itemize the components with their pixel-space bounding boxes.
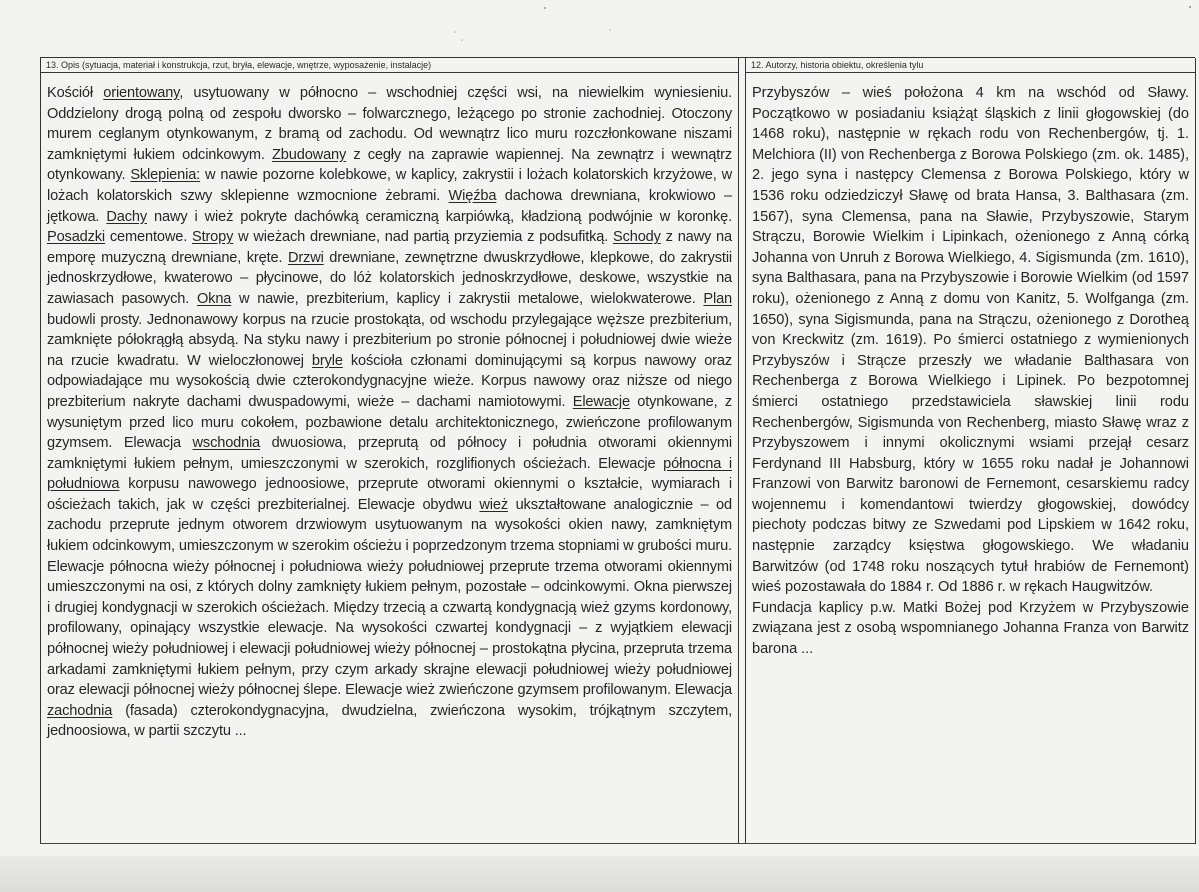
- text-run: w nawie, prezbiterium, kaplicy i zakrystii metalowe, wielokwaterowe.: [231, 290, 704, 307]
- description-column: [40, 58, 739, 844]
- underlined-term: Sklepienia:: [130, 167, 201, 184]
- table-bottom-rule: [40, 843, 1195, 844]
- history-body: [746, 73, 1195, 660]
- underlined-term: wschodnia: [192, 435, 261, 452]
- underlined-term: Okna: [196, 290, 232, 307]
- paragraph: [47, 83, 732, 742]
- text-run: w wieżach drewniane, nad partią przyziemia z podsufitką.: [233, 229, 613, 246]
- text-run: dachowa drewniana, krokwiowo – jętkowa.: [47, 187, 732, 225]
- form-table: [40, 57, 1195, 844]
- scan-noise: [0, 0, 1199, 55]
- text-run: w nawie pozorne kolebkowe, w kaplicy, zakrystii i lożach kolatorskich krzyżowe, w lożach kolatorskich szwy sklepienne wzmocnione żebrami.: [47, 167, 732, 204]
- paragraph: [752, 83, 1189, 598]
- description-body: [41, 73, 738, 742]
- text-run: (fasada) czterokondygnacyjna, dwudzielna, zwieńczona wysokim, trójkątnym szczytem, jednoosiowa, w partii szczytu ...: [47, 702, 732, 740]
- page-bottom-edge: [0, 856, 1199, 892]
- text-run: z nawy na emporę muzyczną drewniane, kręte.: [47, 229, 732, 266]
- underlined-term: Plan: [703, 290, 732, 307]
- underlined-term: Zbudowany: [272, 146, 347, 163]
- underlined-term: wież: [479, 496, 509, 513]
- underlined-term: Drzwi: [287, 249, 324, 266]
- underlined-term: zachodnia: [47, 702, 113, 719]
- text-run: Przybyszów – wieś położona 4 km na wschód od Sławy. Początkowo w posiadaniu książąt śląskich z linii głogowskiej (do 1468 roku), następnie w rękach rodu von Rechenbergów, tj. 1. Melchiora (II) von Rechenberga z Borowa Polskiego (zm. ok. 1485), 2. jego syna i następcy Clemensa z Borowa Polskiego, który w 1536 roku odziedziczył Sławę od brata Hansa, 3. Balthasara (zm. 1567), syna Clemensa, pana na Sławie, Przybyszowie, Starym Strączu, Borowie Wielkim i Lipinkach, ożenionego z Anną córką Johanna von Unruh z Borowa Wielkiego, 4. Sigismunda (zm. 1610), syna Balthasara, pana na Przybyszowie i Borowie Wielkim (od 1597 roku), ożenionego z Anną z domu von Kanitz, 5. Wolfganga (zm. 1650), syna Sigismunda, pana na Strączu, ożenionego z Dorotheą von Kreckwitz (zm. 1619). Po śmierci ostatniego z wymienionych Przybyszów i Strącze przeszły we władanie Balthasara von Rechenberga z Borowa Wielkiego i Lipinek. Po bezpotomnej śmierci ostatniego przedstawiciela sławskiej linii rodu Rechenbergów, Sigismunda von Rechenberg, miasto Sławę wraz z Przybyszowem i innymi okolicznymi wsiami przejął cesarz Ferdynand III Habsburg, który w 1655 roku nadał je Johannowi Franzowi von Barwitz baronowi de Fernemont, cesarskiemu radcy wojennemu i komendantowi twierdzy głogowskiej, dowódcy piechoty podczas bitwy ze Szwedami pod Lipskiem w 1642 roku, następnie zarządcy księstwa głogowskiego. We władaniu Barwitzów (od 1748 roku noszących tytuł hrabiów de Fernemont) wieś pozostawała do 1884 r. Od 1886 r. w rękach Haugwitzów.: [752, 85, 1189, 596]
- text-run: Fundacja kaplicy p.w. Matki Bożej pod Krzyżem w Przybyszowie związana jest z osobą wspomnianego Johanna Franza von Barwitz barona ...: [752, 599, 1189, 658]
- text-run: dwuosiowa, przeprutą od północy i południa otworami okiennymi zamkniętymi łukiem pełnym, umieszczonymi w szerokich, rozglifionych ościeżach. Elewacje: [47, 435, 732, 472]
- history-column: [745, 58, 1196, 844]
- underlined-term: Posadzki: [47, 229, 106, 246]
- text-run: kościoła członami dominującymi są korpus nawowy oraz odpowiadające mu wysokością dwie czterokondygnacyjne wieże. Korpus nawowy oraz niższe od niego prezbiterium nakryte dachami dwuspadowymi, wieże – dachami namiotowymi.: [47, 352, 732, 410]
- underlined-term: Stropy: [191, 229, 234, 246]
- text-run: , usytuowany w północno – wschodniej części wsi, na niewielkim wyniesieniu. Oddzielony drogą polną od zespołu dworsko – folwarcznego, leżącego po stronie zachodniej. Otoczony murem ceglanym otynkowanym, z bramą od zachodu. Od wewnątrz lico muru rozczłonkowane niszami zamkniętymi łukiem odcinkowym.: [47, 85, 732, 163]
- text-run: otynkowane, z wysuniętym przed lico muru cokołem, pozbawione detalu architektonicznego, zwieńczone profilowanym gzymsem. Elewacja: [47, 393, 732, 452]
- text-run: nawy i wież pokryte dachówką ceramiczną karpiówką, kładzioną podwójnie w koronkę.: [147, 208, 732, 225]
- text-run: budowli prosty. Jednonawowy korpus na rzucie prostokąta, od wschodu przylegające węższe prezbiterium, zamknięte półokrągłą absydą. Na styku nawy i prezbiterium po stronie północnej i południowej dwie wieże na rzucie kwadratu. W wieloczłonowej: [47, 311, 732, 369]
- text-run: cementowe.: [105, 229, 192, 246]
- history-header: 12. Autorzy, historia obiektu, określenia tylu: [746, 58, 1195, 73]
- text-run: ukształtowane analogicznie – od zachodu przeprute jednym otworem drzwiowym usytuowanym na wysokości okien nawy, zamkniętym łukiem odcinkowym, umieszczonym w szerokim ościeżu i poprzedzonym trzema stopniami w grubości muru. Elewacje północna wieży północnej i południowa wieży południowej przeprute trzema otworami okiennymi umieszczonymi na osi, z których dolny zamknięty łukiem pełnym, pozostałe – odcinkowymi. Okna pierwszej i drugiej kondygnacji w szerokich ościeżach. Między trzecią a czwartą kondygnacją wież gzyms kordonowy, profilowany, opinający wszystkie elewacje. Na wysokości czwartej kondygnacji – z wyjątkiem elewacji północnej wieży południowej i elewacji południowej wieży północnej – prostokątna płycina, przepruta trzema arkadami zamkniętymi łukiem pełnym, przy czym arkady skrajne elewacji południowej wieży południowej oraz elewacji północnej wieży północnej ślepe. Elewacje wież zwieńczone gzymsem profilowanym. Elewacja: [47, 496, 732, 699]
- text-run: korpusu nawowego jednoosiowe, przeprute otworami okiennymi o kształcie, wymiarach i ościeżach takich, jak w części prezbiterialnej. Elewacje obydwu: [47, 476, 732, 513]
- underlined-term: Schody: [613, 229, 661, 246]
- underlined-term: Dachy: [106, 208, 147, 225]
- underlined-term: północna i południowa: [47, 455, 732, 493]
- underlined-term: orientowany: [103, 85, 180, 101]
- text-run: z cegły na zaprawie wapiennej. Na zewnątrz i wewnątrz otynkowany.: [47, 146, 732, 184]
- description-header: 13. Opis (sytuacja, materiał i konstrukcja, rzut, bryła, elewacje, wnętrze, wyposażenie, instalacje): [41, 58, 738, 73]
- paragraph: [752, 598, 1189, 660]
- underlined-term: bryle: [311, 352, 343, 369]
- underlined-term: Więźba: [448, 187, 497, 204]
- underlined-term: Elewacje: [572, 393, 630, 410]
- text-run: Kościół: [47, 85, 104, 101]
- text-run: drewniane, zewnętrzne dwuskrzydłowe, klepkowe, do zakrystii jednoskrzydłowe, kwaterowo – płycinowe, do lóż kolatorskich jednoskrzydłowe, deskowe, wszystkie na zawiasach pasowych.: [47, 249, 733, 307]
